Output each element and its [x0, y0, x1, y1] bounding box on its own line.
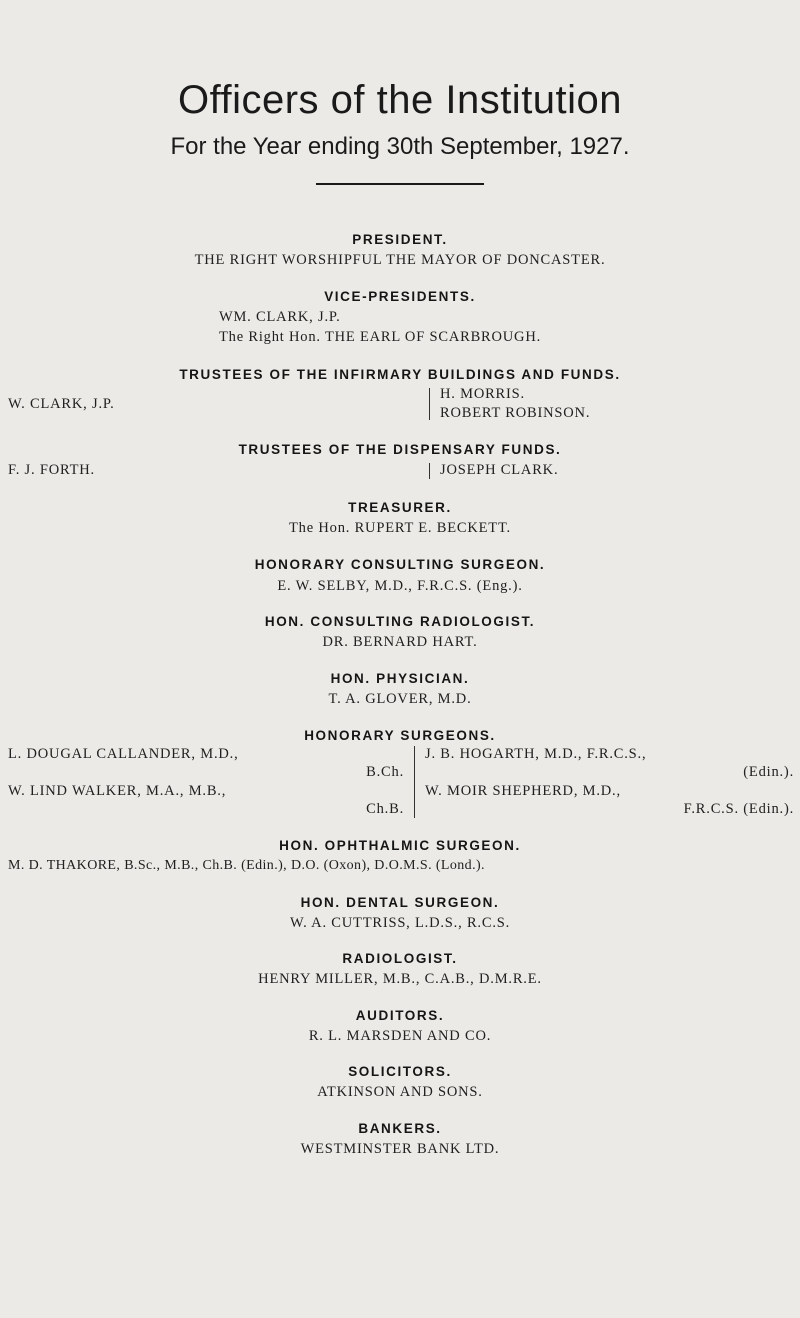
title-divider [316, 183, 484, 185]
vice-president-1: WM. CLARK, J.P. [219, 309, 341, 325]
ophthalmic-name: M. D. THAKORE, B.Sc., M.B., Ch.B. (Edin.), D.O. (Oxon), D.O.M.S. (Lond.). [8, 858, 485, 873]
surgeon-left-2-line1: W. LIND WALKER, M.A., M.B., [8, 783, 227, 799]
column-divider [429, 463, 430, 479]
page-subtitle: For the Year ending 30th September, 1927. [170, 133, 630, 160]
infirmary-trustee-right-1: H. MORRIS. [440, 386, 525, 402]
infirmary-trustee-right-2: ROBERT ROBINSON. [440, 405, 591, 421]
treasurer-name: The Hon. RUPERT E. BECKETT. [289, 520, 511, 536]
president-heading: PRESIDENT. [352, 232, 448, 247]
surgeons-heading: HONORARY SURGEONS. [304, 728, 496, 743]
ophthalmic-heading: HON. OPHTHALMIC SURGEON. [279, 838, 521, 853]
dental-name: W. A. CUTTRISS, L.D.S., R.C.S. [289, 915, 511, 931]
surgeon-left-2-line2: Ch.B. [366, 801, 404, 817]
column-divider [429, 388, 430, 420]
dispensary-trustee-right: JOSEPH CLARK. [440, 462, 559, 478]
surgeon-right-1-line1: J. B. HOGARTH, M.D., F.R.C.S., [425, 746, 647, 762]
radiologist-name: HENRY MILLER, M.B., C.A.B., D.M.R.E. [258, 971, 542, 987]
consulting-surgeon-heading: HONORARY CONSULTING SURGEON. [254, 557, 546, 572]
consulting-radiologist-name: DR. BERNARD HART. [322, 634, 478, 650]
dental-heading: HON. DENTAL SURGEON. [300, 895, 500, 910]
treasurer-heading: TREASURER. [348, 500, 452, 515]
infirmary-trustee-left: W. CLARK, J.P. [8, 396, 115, 412]
physician-heading: HON. PHYSICIAN. [330, 671, 470, 686]
surgeon-right-2-line2: F.R.C.S. (Edin.). [683, 801, 794, 817]
surgeon-right-1-line2: (Edin.). [743, 764, 794, 780]
bankers-heading: BANKERS. [358, 1121, 442, 1136]
auditors-heading: AUDITORS. [355, 1008, 445, 1023]
radiologist-heading: RADIOLOGIST. [342, 951, 458, 966]
column-divider [414, 746, 415, 818]
president-name: THE RIGHT WORSHIPFUL THE MAYOR OF DONCASTER. [194, 252, 606, 268]
page-title: Officers of the Institution [177, 78, 623, 122]
vice-president-2: The Right Hon. THE EARL OF SCARBROUGH. [219, 329, 542, 345]
dispensary-trustees-heading: TRUSTEES OF THE DISPENSARY FUNDS. [238, 442, 562, 457]
bankers-name: WESTMINSTER BANK LTD. [300, 1141, 500, 1157]
physician-name: T. A. GLOVER, M.D. [328, 691, 472, 707]
surgeon-left-1-line2: B.Ch. [366, 764, 404, 780]
solicitors-name: ATKINSON AND SONS. [317, 1084, 483, 1100]
infirmary-trustees-heading: TRUSTEES OF THE INFIRMARY BUILDINGS AND FUNDS. [179, 367, 621, 382]
vice-presidents-heading: VICE-PRESIDENTS. [324, 289, 476, 304]
auditors-name: R. L. MARSDEN AND CO. [308, 1028, 492, 1044]
dispensary-trustee-left: F. J. FORTH. [8, 462, 95, 478]
solicitors-heading: SOLICITORS. [348, 1064, 452, 1079]
consulting-surgeon-name: E. W. SELBY, M.D., F.R.C.S. (Eng.). [277, 578, 523, 594]
consulting-radiologist-heading: HON. CONSULTING RADIOLOGIST. [264, 614, 536, 629]
surgeon-left-1-line1: L. DOUGAL CALLANDER, M.D., [8, 746, 239, 762]
surgeon-right-2-line1: W. MOIR SHEPHERD, M.D., [425, 783, 621, 799]
